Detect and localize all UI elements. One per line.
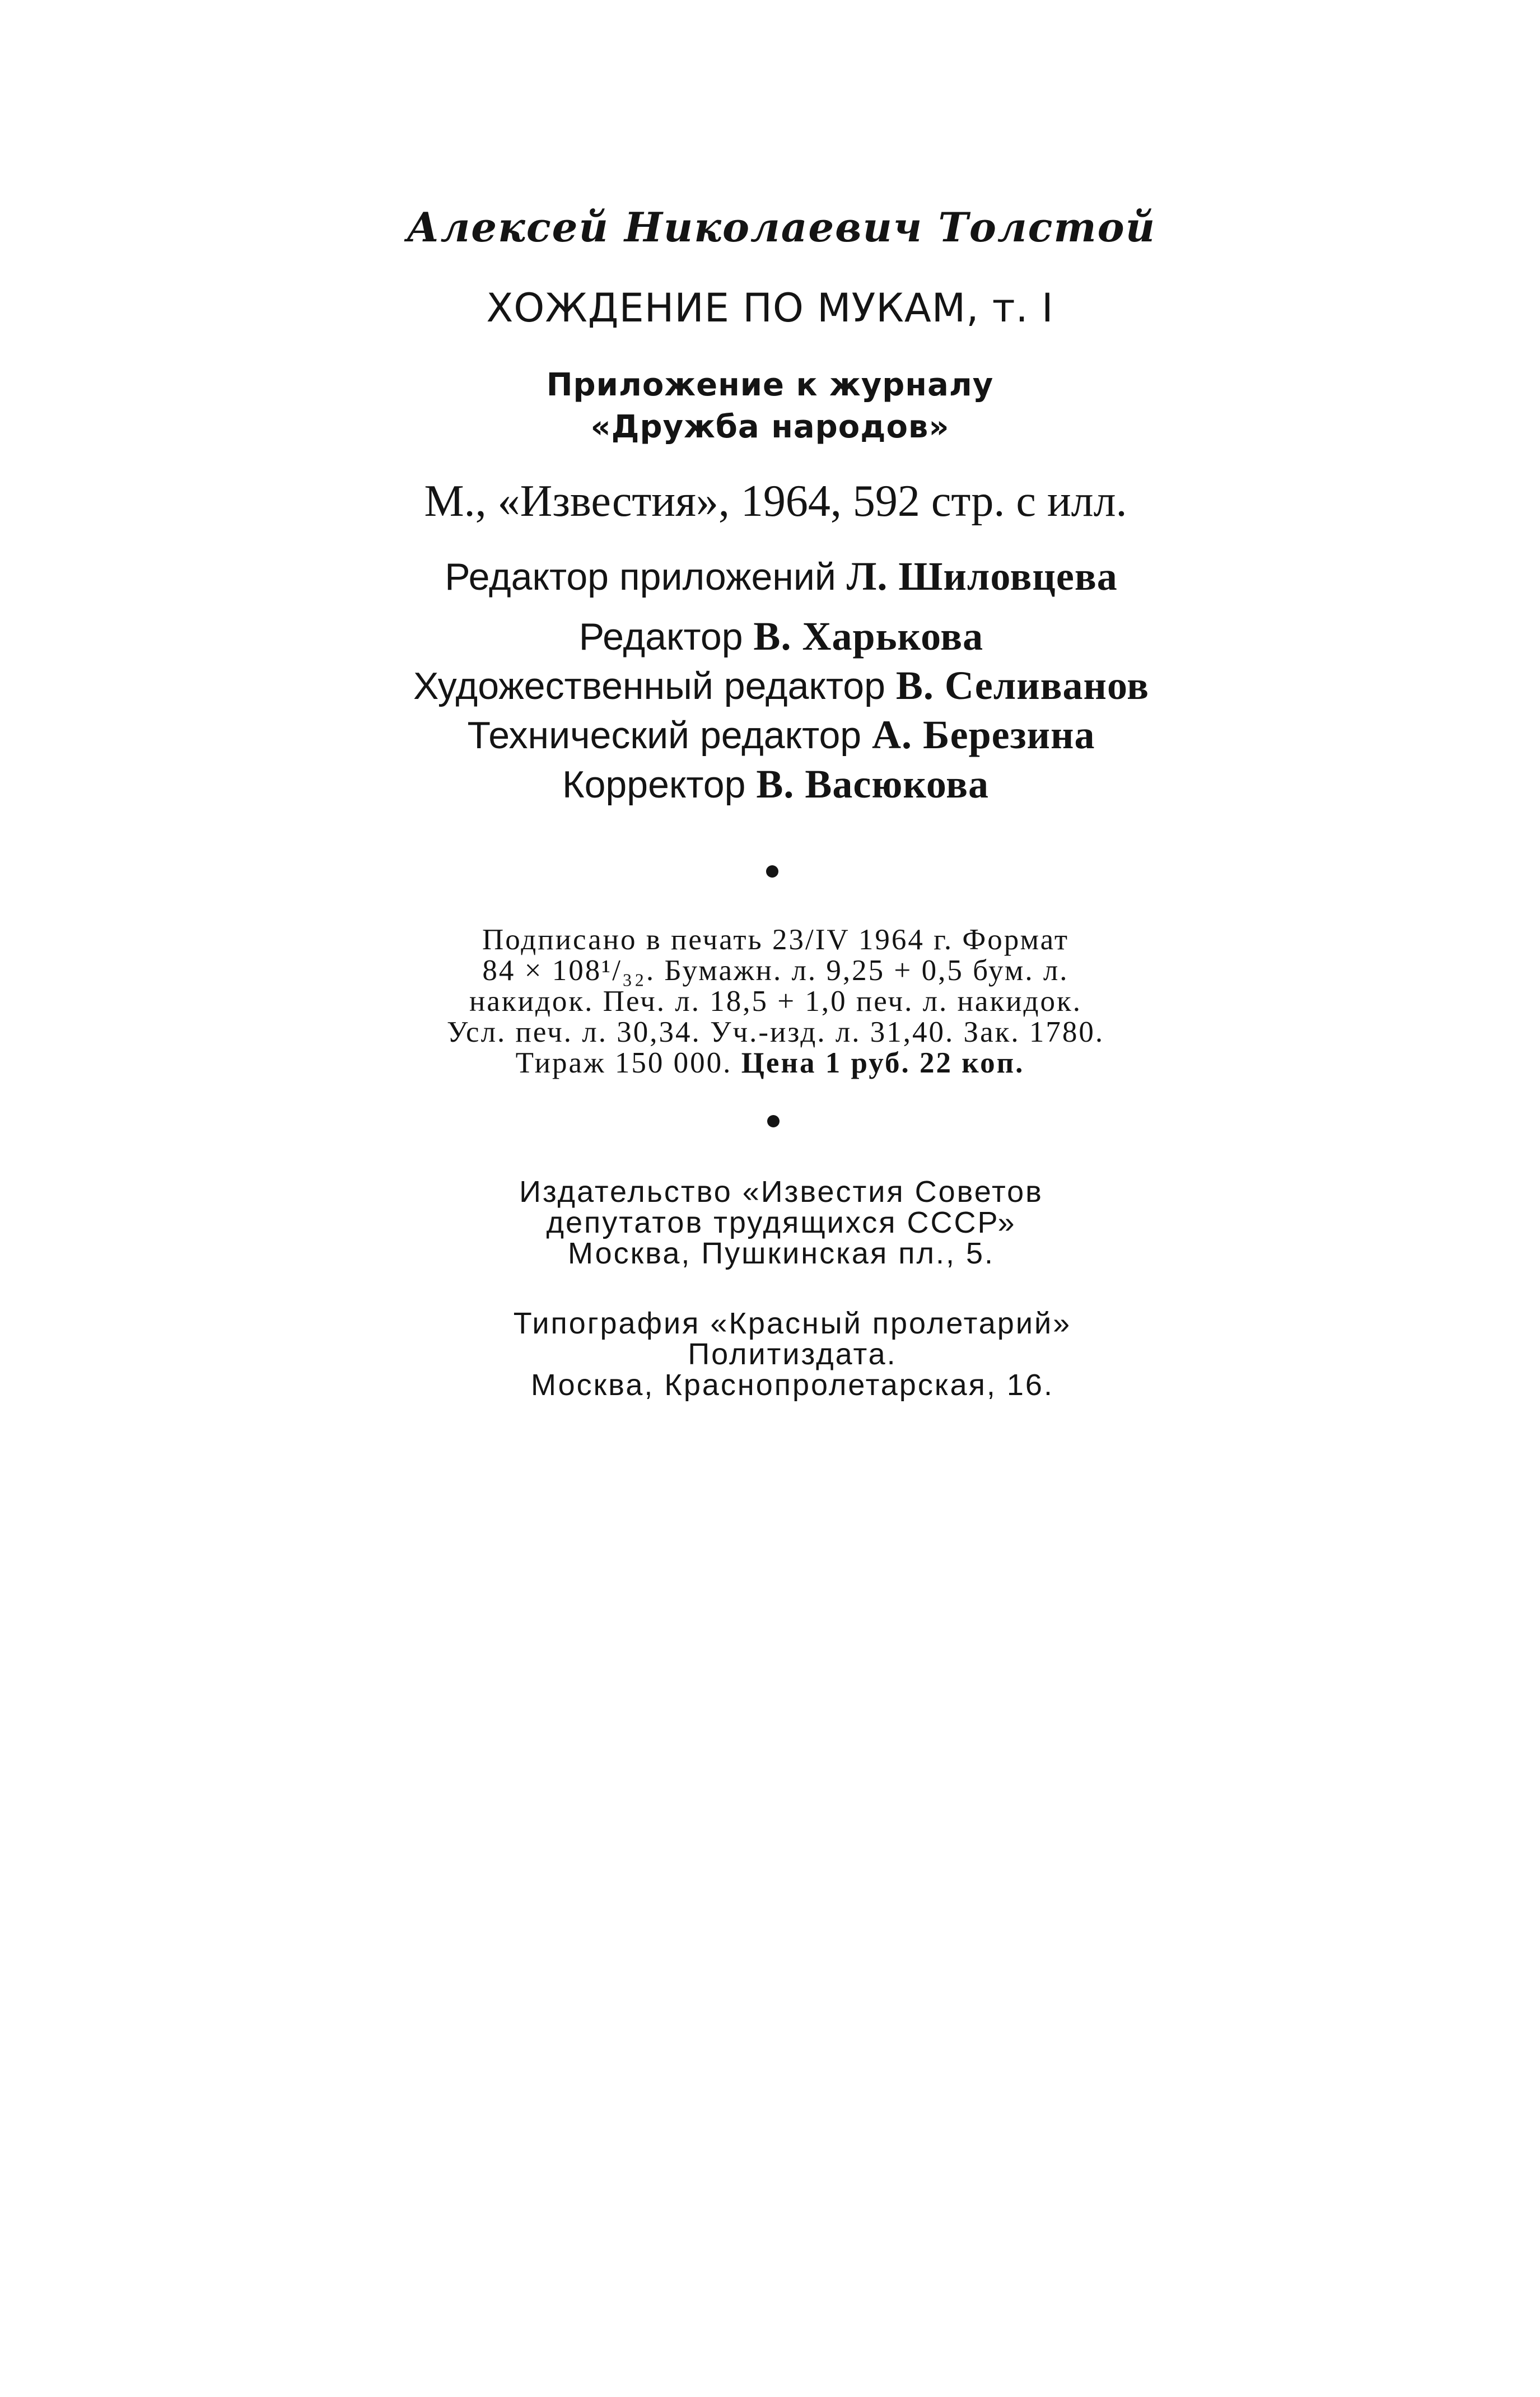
- credit-editor: [11, 614, 1540, 659]
- credit-name: В. Селиванов: [895, 663, 1150, 708]
- tech-line-3: накидок. Печ. л. 18,5 + 1,0 печ. л. накидок.: [469, 985, 1082, 1018]
- printer-line-3: Москва, Краснопролетарская, 16.: [531, 1368, 1054, 1402]
- publisher-line-1: Издательство «Известия Советов: [519, 1175, 1043, 1209]
- credit-name: Л. Шиловцева: [846, 554, 1118, 599]
- credit-role: Художественный редактор: [413, 665, 885, 707]
- tech-line-1: Подписано в печать 23/IV 1964 г. Формат: [482, 924, 1069, 956]
- credit-proofreader: [6, 764, 1540, 804]
- printer-line-2: Политиздата.: [688, 1337, 897, 1371]
- author-name: Алексей Николаевич Толстой: [406, 203, 1156, 251]
- supplement-line-1: Приложение к журналу: [546, 367, 994, 403]
- imprint-line: М., «Известия», 1964, 592 стр. с илл.: [424, 477, 1127, 526]
- credit-role: Редактор приложений: [445, 556, 836, 598]
- credit-technical-editor: [11, 712, 1540, 757]
- publisher-line-2: депутатов трудящихся СССР»: [546, 1206, 1016, 1239]
- credit-role: Редактор: [578, 615, 743, 658]
- credit-role: Технический редактор: [467, 714, 862, 757]
- circulation-label: Тираж: [515, 1047, 606, 1079]
- circulation-value: 150 000.: [614, 1047, 732, 1079]
- publisher-line-3: Москва, Пушкинская пл., 5.: [568, 1237, 995, 1270]
- separator-bullet: [766, 865, 778, 878]
- price: Цена 1 руб. 22 коп.: [741, 1047, 1025, 1079]
- supplement-line-2: «Дружба народов»: [590, 409, 950, 445]
- credit-name: А. Березина: [872, 712, 1095, 757]
- tech-line-4: Усл. печ. л. 30,34. Уч.-изд. л. 31,40. Зак. 1780.: [446, 1016, 1105, 1048]
- credit-supplements-editor: [11, 554, 1540, 599]
- credit-name: В. Харькова: [753, 614, 984, 659]
- book-title: ХОЖДЕНИЕ ПО МУКАМ, т. I: [486, 285, 1054, 331]
- tech-line-2: 84 × 108¹/₃₂. Бумажн. л. 9,25 + 0,5 бум. л.: [482, 954, 1069, 987]
- separator-bullet: [767, 1115, 780, 1127]
- credit-art-editor: [11, 665, 1540, 706]
- tech-line-5: [0, 1048, 1540, 1078]
- credit-role: Корректор: [562, 763, 746, 806]
- credit-name: В. Васюкова: [756, 762, 989, 806]
- printer-line-1: Типография «Красный пролетарий»: [513, 1307, 1072, 1340]
